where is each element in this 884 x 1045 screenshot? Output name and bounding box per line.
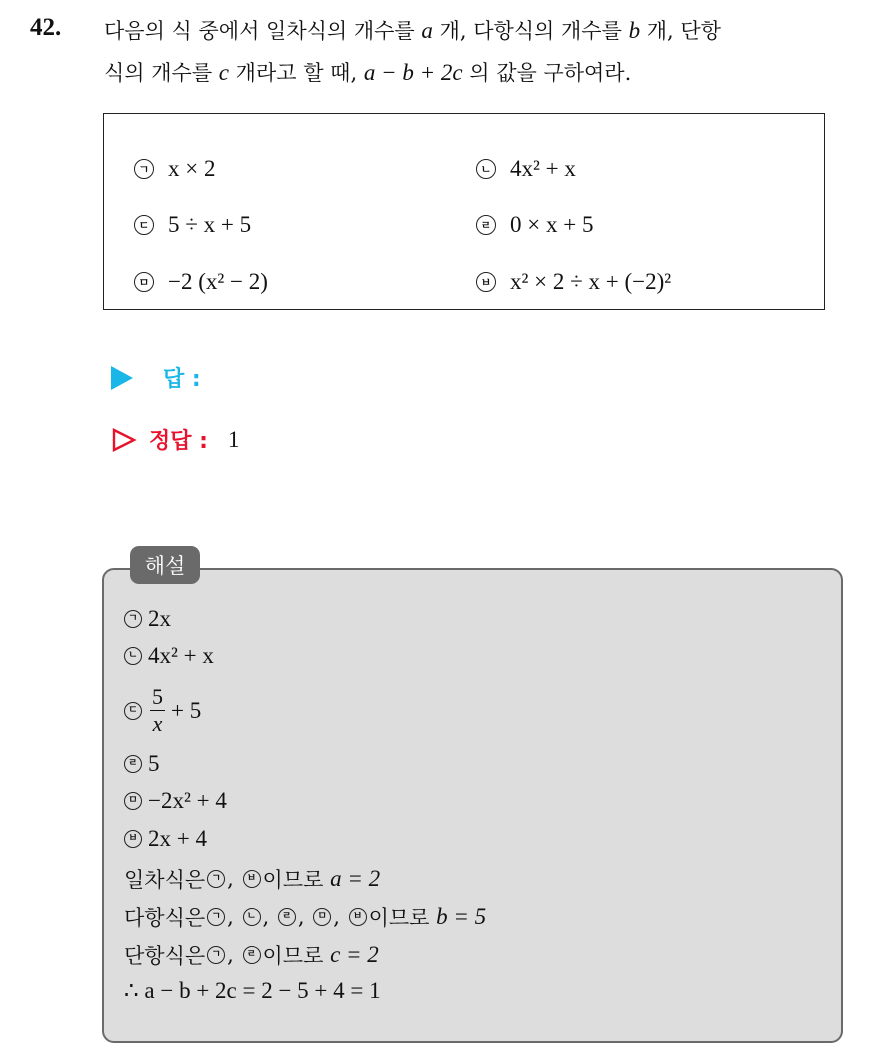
solution-step-3: ㄷ $\frac{5}{x}$ + 5: [124, 684, 201, 737]
solution-step-1: ㄱ 2x: [124, 606, 171, 632]
solution-summary-monomial: 단항식은 ㄱ , ㄹ 이므로 c = 2: [124, 942, 379, 968]
question-text-line-2: 식의 개수를 c 개라고 할 때, a − b + 2c 의 값을 구하여라.: [104, 60, 632, 85]
fraction: $\frac{5}{x}$: [152, 684, 163, 736]
outline-triangle-icon: [111, 427, 137, 453]
option-expression: 5 ÷ x + 5: [168, 212, 252, 237]
circled-marker: ㄷ: [134, 215, 154, 235]
circled-marker: ㄴ: [476, 159, 496, 179]
option-4: [476, 212, 593, 238]
solution-conclusion: ∴ a − b + 2c = 2 − 5 + 4 = 1: [124, 978, 381, 1003]
solution-step-4: ㄹ 5: [124, 751, 160, 777]
options-box: [103, 113, 825, 310]
option-expression: −2 (x² − 2): [168, 269, 268, 294]
answer-row: [111, 362, 201, 393]
option-2: [476, 156, 576, 182]
circled-marker: ㄹ: [124, 755, 142, 773]
solution-summary-polynomial: 다항식은 ㄱ , ㄴ , ㄹ , ㅁ , ㅂ 이므로 b = 5: [124, 904, 487, 930]
solution-summary-linear: 일차식은 ㄱ , ㅂ 이므로 a = 2: [124, 866, 381, 892]
circled-marker: ㄱ: [134, 159, 154, 179]
filled-triangle-icon: [111, 366, 133, 390]
circled-marker: ㅂ: [476, 272, 496, 292]
answer-label: 답 :: [163, 367, 201, 392]
solution-step-5: ㅁ −2x² + 4: [124, 788, 227, 814]
option-expression: x² × 2 ÷ x + (−2)²: [510, 269, 672, 294]
solution-step-2: ㄴ 4x² + x: [124, 643, 214, 669]
correct-answer-row: [111, 424, 239, 455]
option-3: [134, 212, 251, 238]
solution-tag: 해설: [130, 546, 200, 584]
circled-marker: ㄷ: [124, 702, 142, 720]
option-expression: 4x² + x: [510, 156, 576, 181]
circled-marker: ㄹ: [476, 215, 496, 235]
option-6: [476, 269, 671, 295]
circled-marker: ㄴ: [124, 647, 142, 665]
option-1: [134, 156, 215, 182]
solution-step-6: ㅂ 2x + 4: [124, 826, 207, 852]
circled-marker: ㅁ: [134, 272, 154, 292]
option-5: [134, 269, 268, 295]
question-text-line-1: 다음의 식 중에서 일차식의 개수를 a 개, 다항식의 개수를 b 개, 단항: [104, 18, 721, 43]
circled-marker: ㄱ: [124, 610, 142, 628]
option-expression: x × 2: [168, 156, 216, 181]
correct-answer-label: 정답 :: [149, 429, 208, 454]
correct-answer-value: 1: [227, 426, 240, 452]
option-expression: 0 × x + 5: [510, 212, 594, 237]
question-number: 42.: [30, 14, 62, 41]
circled-marker: ㅁ: [124, 792, 142, 810]
circled-marker: ㅂ: [124, 830, 142, 848]
